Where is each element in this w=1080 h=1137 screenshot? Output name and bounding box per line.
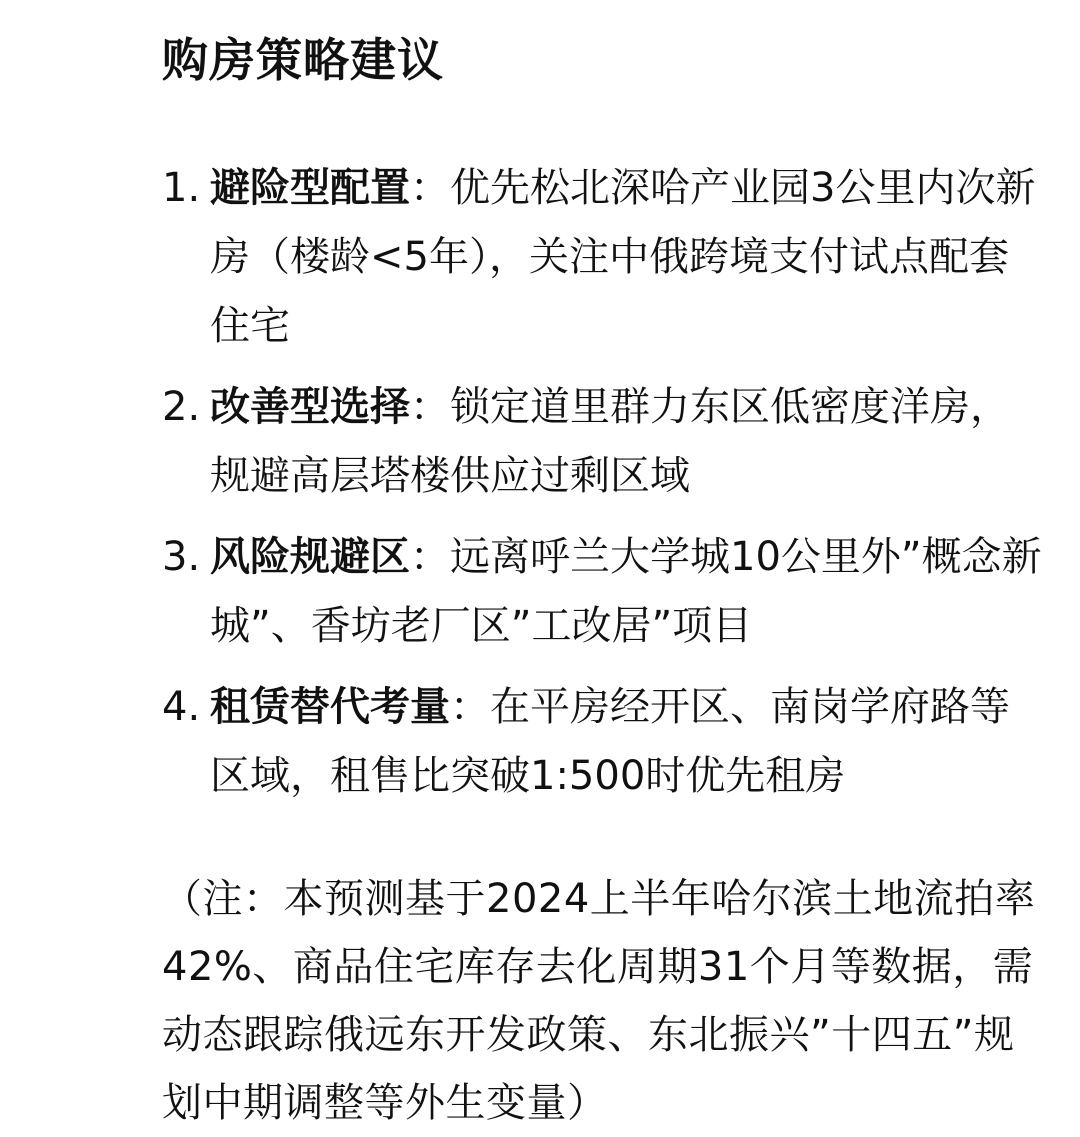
document-body [162,24,1042,1137]
list-item-text: 锁定道里群力东区低密度洋房，规避高层塔楼供应过剩区域 [210,384,1010,499]
list-item-number: 2. [162,384,201,430]
list-item-separator: ： [410,165,450,211]
page-title: 购房策略建议 [162,33,444,87]
list-item-separator: ： [450,684,490,730]
list-item-separator: ： [410,384,450,430]
list-item-label: 改善型选择 [210,384,410,430]
list-item-label: 避险型配置 [210,165,410,211]
strategy-list [162,154,1042,811]
footnote: （注：本预测基于2024上半年哈尔滨土地流拍率42%、商品住宅库存去化周期31个月等数据，需动态跟踪俄远东开发政策、东北振兴”十四五”规划中期调整等外生变量） [162,876,1036,1126]
list-item-label: 租赁替代考量 [210,684,450,730]
list-item-number: 1. [162,165,201,211]
list-item-text: 在平房经开区、南岗学府路等区域，租售比突破1:500时优先租房 [210,684,1010,799]
list-item-text: 远离呼兰大学城10公里外”概念新城”、香坊老厂区”工改居”项目 [210,534,1042,649]
list-item-1 [162,154,1042,361]
list-item-2 [162,373,1042,511]
list-item-text: 优先松北深哈产业园3公里内次新房（楼龄<5年），关注中俄跨境支付试点配套住宅 [210,165,1036,349]
list-item-number: 4. [162,684,201,730]
list-item-label: 风险规避区 [210,534,410,580]
list-item-number: 3. [162,534,201,580]
list-item-separator: ： [410,534,450,580]
list-item-3 [162,523,1042,661]
list-item-4 [162,673,1042,811]
